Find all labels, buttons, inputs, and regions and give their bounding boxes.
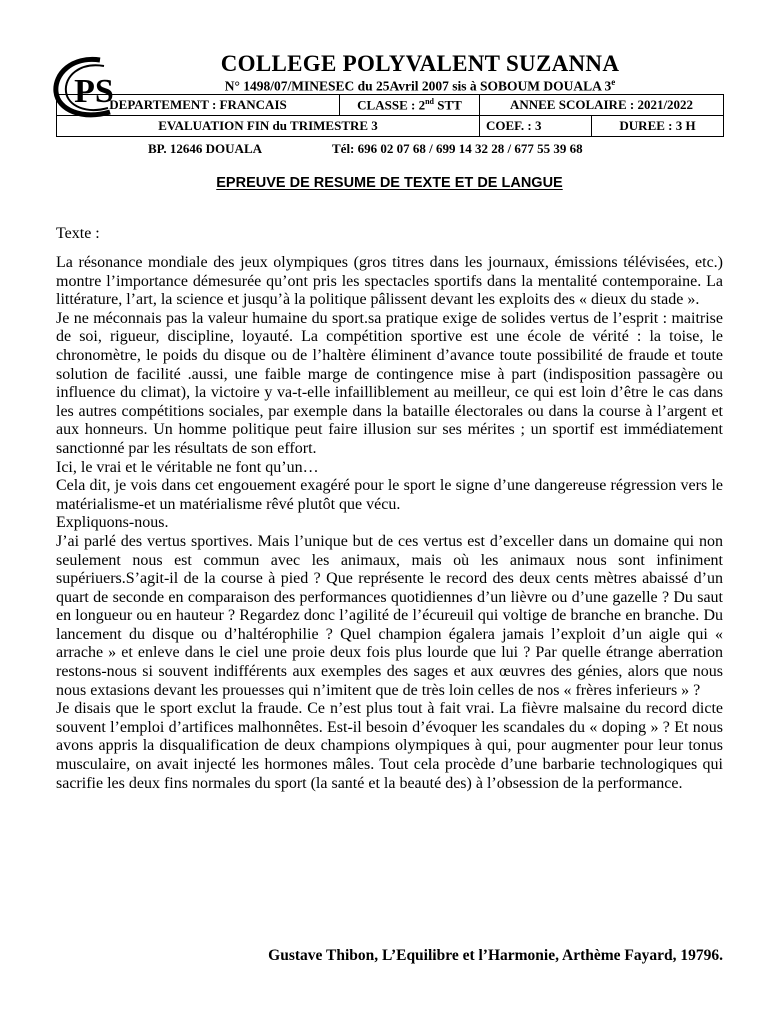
info-row-1 <box>57 95 724 116</box>
postal-box: BP. 12646 DOUALA <box>148 141 263 156</box>
annee-cell: ANNEE SCOLAIRE : 2021/2022 <box>480 95 724 116</box>
classe-superscript: nd <box>425 96 434 106</box>
decree-text: N° 1498/07/MINESEC du 25Avril 2007 sis à SOBOUM DOUALA 3 <box>224 78 612 94</box>
classe-text: CLASSE : 2 <box>357 97 426 113</box>
departement-cell: DEPARTEMENT : FRANCAIS <box>57 95 340 116</box>
source-citation: Gustave Thibon, L’Equilibre et l’Harmonie, Arthème Fayard, 19796. <box>268 947 723 964</box>
evaluation-cell: EVALUATION FIN du TRIMESTRE 3 <box>57 116 480 137</box>
paragraph: Je ne méconnais pas la valeur humaine du sport.sa pratique exige de solides vertus de l’esprit : maitrise de soi, rigueur, discipline, loyauté. La compétition sportive est une école de vérité : la toise, le chronomètre, le poids du disque ou de l’haltère éliminent d’avance toute possibilité de fraude et toute solution de facilité .aussi, une faible marge de contingence mise à part (indisposition passagère ou influence du climat), la victoire y va-t-elle infailliblement au meilleur, ce qui est loin d’être le cas dans les autres compétitions sociales, par exemple dans la bataille électorales ou dans la course à l’argent et aux honneurs. Un homme politique peut faire illusion sur ses mérites ; un sportif est immédiatement sanctionné par les résultats de son effort. <box>56 309 723 457</box>
telephone: Tél: 696 02 07 68 / 699 14 32 28 / 677 55 39 68 <box>332 141 583 156</box>
classe-cell <box>340 95 480 116</box>
texte-label: Texte : <box>56 225 100 242</box>
paragraph: Ici, le vrai et le véritable ne font qu’un… <box>56 458 319 476</box>
duree-cell: DUREE : 3 H <box>592 116 724 137</box>
paragraph: Je disais que le sport exclut la fraude. Ce n’est plus tout à fait vrai. La fièvre malsaine du record dicte souvent l’emploi d’artifices malhonnêtes. Est-il besoin d’évoquer les scandales du « doping » ? Et nous avons appris la disqualification de deux champions olympiques à qui, pour augmenter pour leur tonus musculaire, on avait injecté les hormones mâles. Tout cela procède d’une barbarie technologiques qui sacrifie les deux fins normales du sport (la santé et la beauté des) à l’obsession de la performance. <box>56 700 723 792</box>
exam-title: EPREUVE DE RESUME DE TEXTE ET DE LANGUE <box>216 175 563 191</box>
logo-letters: PS <box>74 73 114 110</box>
decree-superscript: e <box>611 77 616 87</box>
paragraph: Expliquons-nous. <box>56 514 169 532</box>
paragraph: J’ai parlé des vertus sportives. Mais l’unique but de ces vertus est d’exceller dans un domaine qui non seulement nous est commun avec les animaux, mais où les animaux nous sont infiniment supériuers.S’agit-il de la course à pied ? Que représente le record des deux cents mètres abaissé d’un quart de seconde en comparaison des performances quotidiennes d’un lièvre ou d’une gazelle ? Du saut en longueur ou en hauteur ? Regardez donc l’agilité de l’écureuil qui voltige de branche en branche. Du lancement du disque ou d’haltérophilie ? Quel champion égalera jamais l’exploit d’un aigle qui « arrache » et enleve dans le ciel une proie deux fois plus lourde que lui ? Par quelle étrange aberration restons-nous si souvent indifférents aux exemples des sages et aux œuvres des génies, alors que nous nous extasions devant les prouesses qui n’imitent que de très loin celles de nos « frères inferieurs » ? <box>56 532 723 699</box>
info-row-2 <box>57 116 724 137</box>
info-table <box>56 94 724 137</box>
coef-cell: COEF. : 3 <box>480 116 592 137</box>
decree-line <box>140 77 700 95</box>
classe-suffix: STT <box>434 97 462 113</box>
paragraph: La résonance mondiale des jeux olympiques (gros titres dans les journaux, émissions télévisées, etc.) montre l’importance démesurée qu’ont pris les spectacles sportifs dans la mentalité contemporaine. La littérature, l’art, la science et jusqu’à la politique pâlissent devant les exploits des « dieux du stade ». <box>56 254 723 309</box>
school-name: COLLEGE POLYVALENT SUZANNA <box>220 51 620 76</box>
paragraph: Cela dit, je vois dans cet engouement exagéré pour le sport le signe d’une dangereuse régression vers le matérialisme-et un matérialisme rêvé plutôt que vécu. <box>56 477 723 513</box>
text-body <box>56 254 723 793</box>
